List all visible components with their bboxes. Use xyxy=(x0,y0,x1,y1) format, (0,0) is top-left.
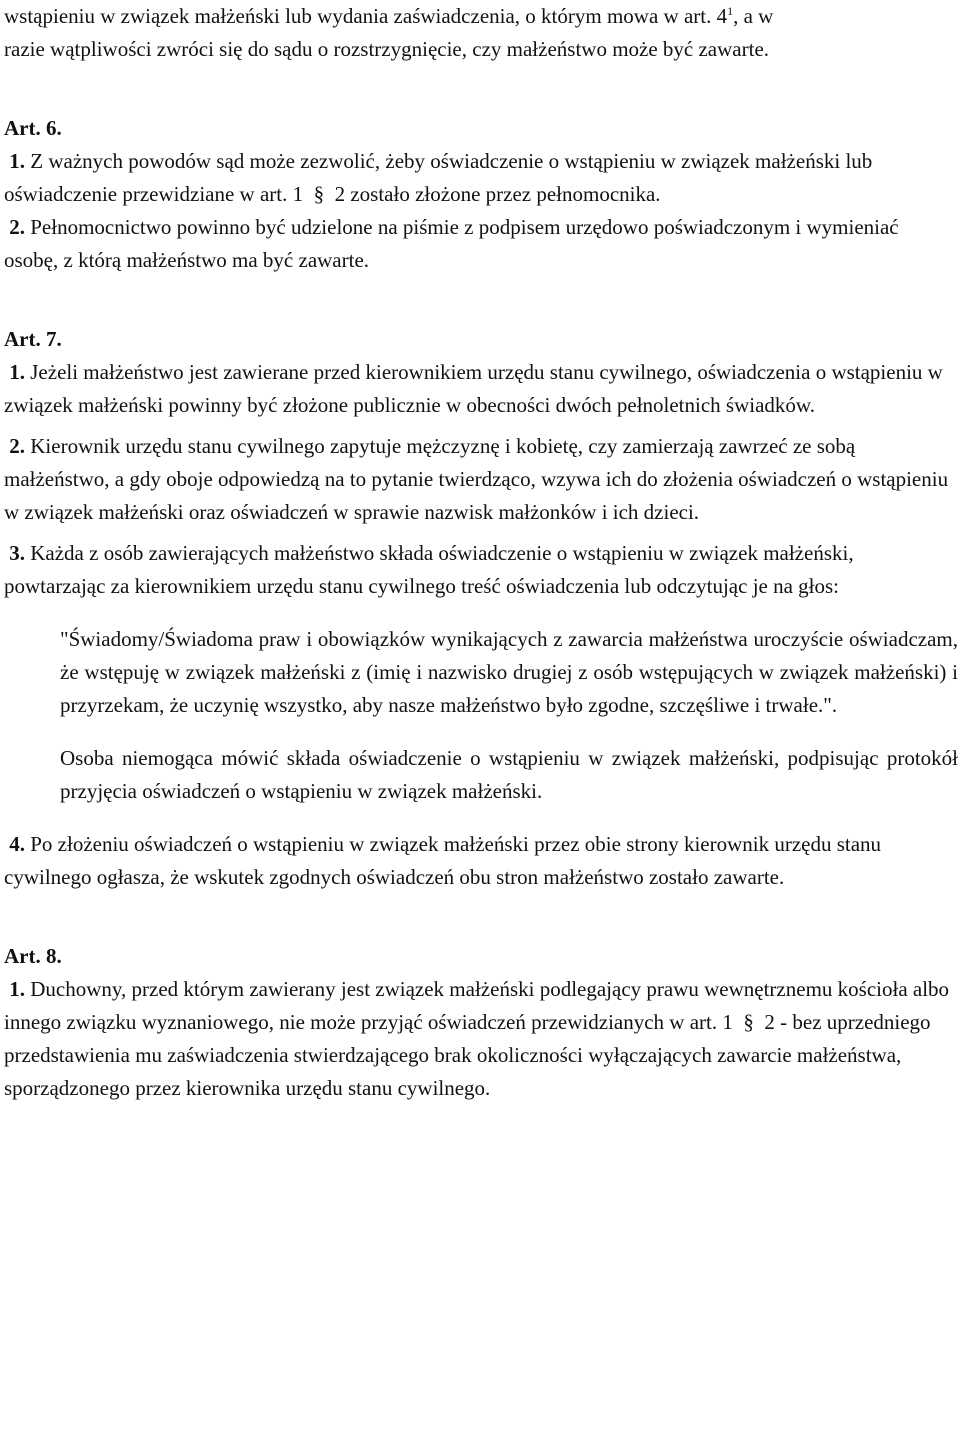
art7-p2-number: 2. xyxy=(9,434,25,458)
spacer xyxy=(4,422,958,430)
intro-line1-text: wstąpieniu w związek małżeński lub wydania zaświadczenia, o którym mowa w art. 4 xyxy=(4,4,728,28)
art8-p1-tail: 2 - bez uprzedniego przedstawienia mu zaświadczenia stwierdzającego brak okoliczności wyłączających zawarcie małżeństwa, sporządzonego przez kierownika urzędu stanu cywilnego. xyxy=(4,1010,931,1100)
spacer xyxy=(4,66,958,112)
paragraph-sign-icon: § xyxy=(743,1010,754,1034)
art6-p1-number: 1. xyxy=(9,149,25,173)
art7-paragraph-3 xyxy=(4,537,958,603)
mute-person-paragraph: Osoba niemogąca mówić składa oświadczenie o wstąpieniu w związek małżeński, podpisując protokół przyjęcia oświadczeń o wstąpieniu w związek małżeński. xyxy=(60,746,958,803)
spacer xyxy=(4,529,958,537)
spacer xyxy=(4,603,958,623)
art7-paragraph-4 xyxy=(4,828,958,894)
art6-p2-number: 2. xyxy=(9,215,25,239)
art7-paragraph-1 xyxy=(4,356,958,422)
art7-p2-text: Kierownik urzędu stanu cywilnego zapytuje mężczyznę i kobietę, czy zamierzają zawrzeć ze sobą małżeństwo, a gdy oboje odpowiedzą na to pytanie twierdząco, wzywa ich do złożenia oświadczeń o wstąpieniu w związek małżeński oraz oświadczeń w sprawie nazwisk małżonków i ich dzieci. xyxy=(4,434,949,524)
art8-paragraph-1 xyxy=(4,973,958,1105)
art7-heading: Art. 7. xyxy=(4,327,62,351)
art7-p3-text: Każda z osób zawierających małżeństwo składa oświadczenie o wstąpieniu w związek małżeński, powtarzając za kierownikiem urzędu stanu cywilnego treść oświadczenia lub odczytując je na głos: xyxy=(4,541,854,598)
spacer xyxy=(4,722,958,742)
art7-paragraph-2 xyxy=(4,430,958,529)
spacer xyxy=(4,894,958,940)
art8-p1-number: 1. xyxy=(9,977,25,1001)
art7-p3-number: 3. xyxy=(9,541,25,565)
spacer xyxy=(4,277,958,323)
art7-p4-number: 4. xyxy=(9,832,25,856)
art7-p4-text: Po złożeniu oświadczeń o wstąpieniu w związek małżeński przez obie strony kierownik urzędu stanu cywilnego ogłasza, że wskutek zgodnych oświadczeń obu stron małżeństwo zostało zawarte. xyxy=(4,832,882,889)
art6-paragraph-1 xyxy=(4,145,958,211)
intro-paragraph xyxy=(4,0,958,66)
art6-paragraph-2 xyxy=(4,211,958,277)
art7-p1-text: Jeżeli małżeństwo jest zawierane przed kierownikiem urzędu stanu cywilnego, oświadczenia o wstąpieniu w związek małżeński powinny być złożone publicznie w obecności dwóch pełnoletnich świadków. xyxy=(4,360,943,417)
spacer xyxy=(4,808,958,828)
art6-p1-tail: 2 zostało złożone przez pełnomocnika. xyxy=(329,182,661,206)
art8-p1-text: Duchowny, przed którym zawierany jest związek małżeński podlegający prawu wewnętrznemu kościoła albo innego związku wyznaniowego, nie może przyjąć oświadczeń przewidzianych w art. 1 xyxy=(4,977,950,1034)
art6-heading: Art. 6. xyxy=(4,116,62,140)
intro-line1-tail: , a w xyxy=(733,4,774,28)
intro-superscript: 1 xyxy=(727,4,734,18)
paragraph-sign-icon: § xyxy=(313,182,325,206)
intro-line2-text: razie wątpliwości zwróci się do sądu o rozstrzygnięcie, czy małżeństwo może być zawarte. xyxy=(4,37,770,61)
art8-heading: Art. 8. xyxy=(4,944,62,968)
art6-p1-text: Z ważnych powodów sąd może zezwolić, żeby oświadczenie o wstąpieniu w związek małżeński lub oświadczenie przewidziane w art. 1 xyxy=(4,149,873,206)
art6-p2-text: Pełnomocnictwo powinno być udzielone na piśmie z podpisem urzędowo poświadczonym i wymieniać osobę, z którą małżeństwo ma być zawarte. xyxy=(4,215,899,272)
document-page xyxy=(4,0,958,1105)
oath-quote: "Świadomy/Świadoma praw i obowiązków wynikających z zawarcia małżeństwa uroczyście oświadczam, że wstępuję w związek małżeński z (imię i nazwisko drugiej z osób wstępujących w związek małżeński) i przyrzekam, że uczynię wszystko, aby nasze małżeństwo było zgodne, szczęśliwe i trwałe.". xyxy=(60,627,958,717)
art7-p1-number: 1. xyxy=(9,360,25,384)
